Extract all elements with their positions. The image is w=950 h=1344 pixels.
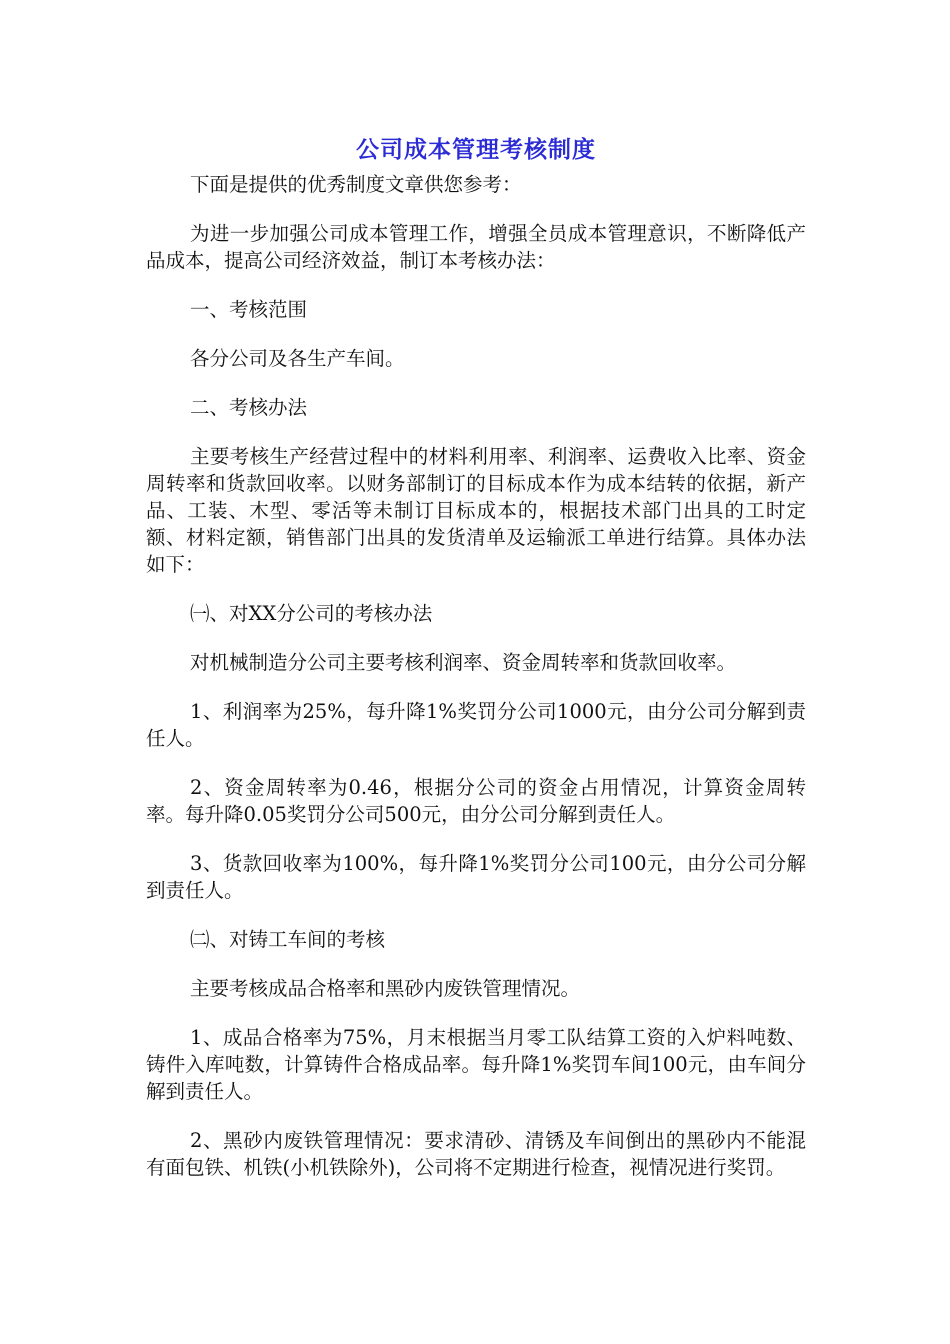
section-heading-method: 二、考核办法: [190, 396, 308, 419]
document-title: 公司成本管理考核制度: [356, 137, 596, 163]
foundry-item-1: 1、成品合格率为75%，月末根据当月零工队结算工资的入炉料吨数、铸件入库吨数，计算铸件合格成品率。每升降1%奖罚车间100元，由车间分解到责任人。: [146, 1026, 806, 1103]
branch-item-3: 3、货款回收率为100%，每升降1%奖罚分公司100元，由分公司分解到责任人。: [146, 852, 806, 902]
purpose-paragraph: 为进一步加强公司成本管理工作，增强全员成本管理意识，不断降低产品成本，提高公司经济效益，制订本考核办法：: [146, 222, 806, 272]
foundry-item-2: 2、黑砂内废铁管理情况：要求清砂、清锈及车间倒出的黑砂内不能混有面包铁、机铁(小机铁除外)，公司将不定期进行检查，视情况进行奖罚。: [146, 1129, 806, 1179]
branch-item-2: 2、资金周转率为0.46，根据分公司的资金占用情况，计算资金周转率。每升降0.05奖罚分公司500元，由分公司分解到责任人。: [146, 776, 806, 826]
section-heading-scope: 一、考核范围: [190, 298, 308, 321]
method-paragraph: 主要考核生产经营过程中的材料利用率、利润率、运费收入比率、资金周转率和货款回收率。以财务部制订的目标成本作为成本结转的依据，新产品、工装、木型、零活等未制订目标成本的，根据技术部门出具的工时定额、材料定额，销售部门出具的发货清单及运输派工单进行结算。具体办法如下：: [146, 445, 806, 576]
document-body: [146, 133, 806, 1181]
scope-paragraph: 各分公司及各生产车间。: [190, 347, 405, 370]
subsection-heading-foundry: ㈡、对铸工车间的考核: [190, 928, 386, 951]
branch-item-1: 1、利润率为25%，每升降1%奖罚分公司1000元，由分公司分解到责任人。: [146, 700, 806, 750]
branch-paragraph: 对机械制造分公司主要考核利润率、资金周转率和货款回收率。: [190, 651, 737, 674]
foundry-paragraph: 主要考核成品合格率和黑砂内废铁管理情况。: [190, 977, 581, 1000]
subsection-heading-branch: ㈠、对XX分公司的考核办法: [190, 602, 433, 625]
intro-paragraph: 下面是提供的优秀制度文章供您参考：: [190, 173, 522, 196]
